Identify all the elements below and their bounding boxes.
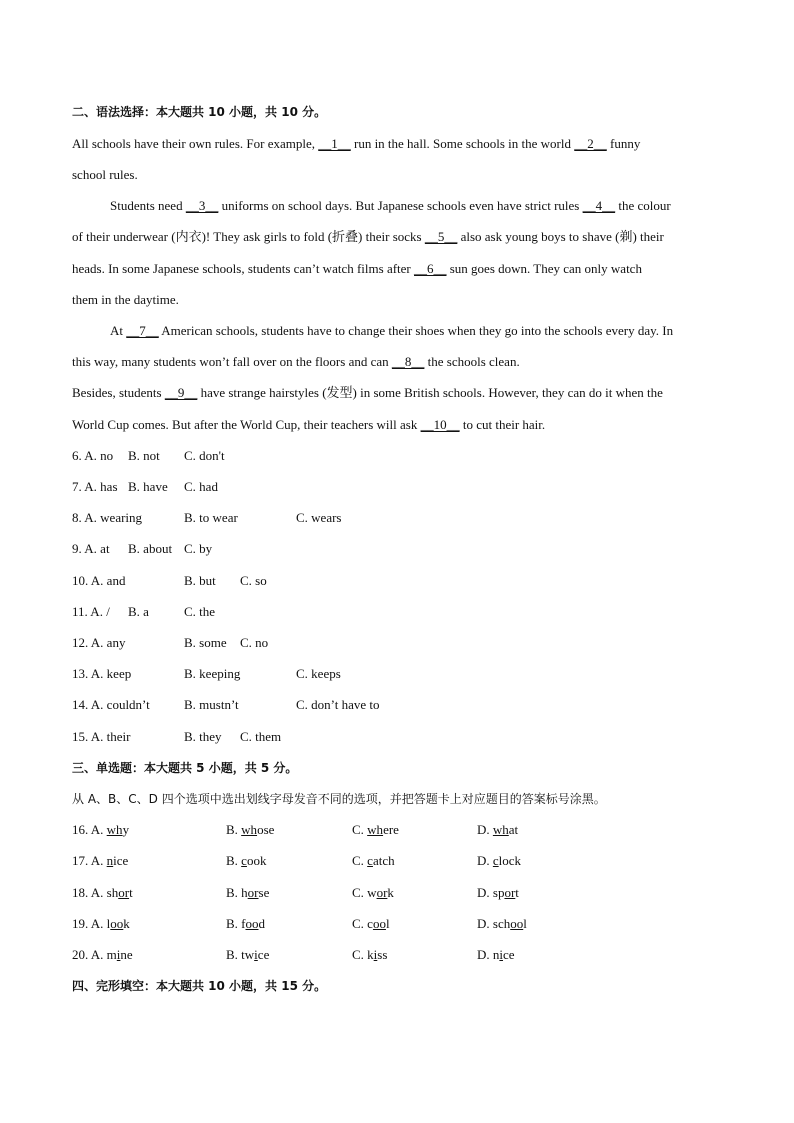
option-8-c: C. wears [296,510,342,525]
option-14-c: C. don’t have to [296,697,380,712]
underlined-letters: or [118,885,130,900]
underlined-letters: n [106,853,114,868]
underlined-letters: c [241,853,247,868]
underlined-letters: oo [245,916,259,931]
phonics-20-c: C. kiss [352,947,388,962]
passage-line: At __7__ American schools, students have to change their shoes when they go into the schools every day. In [110,323,674,338]
underlined-letters: wh [367,822,384,837]
blank-2: __2__ [574,136,607,151]
option-15-b: B. they [184,729,222,744]
option-9-c: C. by [184,541,213,556]
option-11-c: C. the [184,604,216,619]
blank-6: __6__ [414,261,447,276]
option-9-b: B. about [128,541,173,556]
underlined-letters: oo [110,916,124,931]
underlined-letters: i [373,947,378,962]
option-11-a: 11. A. / [72,604,110,619]
passage-line: World Cup comes. But after the World Cup, their teachers will ask __10__ to cut their hair. [72,417,546,432]
option-11-b: B. a [128,604,149,619]
passage-line: them in the daytime. [72,292,179,307]
underlined-letters: wh [492,822,509,837]
passage-line: Students need __3__ uniforms on school days. But Japanese schools even have strict rules __4__ the colour [110,198,671,213]
phonics-16-c: C. where [352,822,399,837]
phonics-16-b: B. whose [226,822,275,837]
option-13-b: B. keeping [184,666,241,681]
passage-line: this way, many students won’t fall over on the floors and can __8__ the schools clean. [72,354,520,369]
phonics-17-a: 17. A. nice [72,853,129,868]
phonics-20-a: 20. A. mine [72,947,133,962]
passage-line: Besides, students __9__ have strange hairstyles (发型) in some British schools. However, they can do it when the [72,385,663,400]
phonics-19-b: B. food [226,916,265,931]
underlined-letters: i [254,947,258,962]
underlined-letters: oo [510,916,524,931]
phonics-18-b: B. horse [226,885,270,900]
underlined-letters: or [504,885,516,900]
phonics-19-a: 19. A. look [72,916,130,931]
option-10-a: 10. A. and [72,573,126,588]
option-7-a: 7. A. has [72,479,118,494]
underlined-letters: wh [106,822,123,837]
blank-3: __3__ [185,198,219,213]
option-13-a: 13. A. keep [72,666,132,681]
passage-line: of their underwear (内衣)! They ask girls to fold (折叠) their socks __5__ also ask young boys to shave (剃) their [72,229,664,244]
option-13-c: C. keeps [296,666,341,681]
underlined-letters: i [116,947,121,962]
underlined-letters: i [499,947,504,962]
blank-1: __1__ [318,136,351,151]
section-3-heading: 三、单选题：本大题共 5 小题，共 5 分。 [72,761,298,775]
phonics-20-b: B. twice [226,947,270,962]
option-15-a: 15. A. their [72,729,131,744]
option-10-b: B. but [184,573,216,588]
underlined-letters: or [247,885,259,900]
option-12-b: B. some [184,635,227,650]
option-7-b: B. have [128,479,168,494]
option-12-a: 12. A. any [72,635,126,650]
phonics-18-c: C. work [352,885,394,900]
phonics-19-c: C. cool [352,916,390,931]
option-10-c: C. so [240,573,267,588]
blank-4: __4__ [582,198,616,213]
phonics-18-d: D. sport [477,885,519,900]
option-6-a: 6. A. no [72,448,114,463]
option-6-c: C. don't [184,448,225,463]
underlined-letters: oo [372,916,386,931]
phonics-17-c: C. catch [352,853,395,868]
option-14-a: 14. A. couldn’t [72,697,150,712]
option-6-b: B. not [128,448,160,463]
passage-line: All schools have their own rules. For example, __1__ run in the hall. Some schools in the world __2__ funny [72,136,641,151]
section-2-heading: 二、语法选择：本大题共 10 小题，共 10 分。 [72,105,327,119]
passage-line: heads. In some Japanese schools, students can’t watch films after __6__ sun goes down. They can only watch [72,261,642,276]
option-9-a: 9. A. at [72,541,110,556]
option-12-c: C. no [240,635,269,650]
option-15-c: C. them [240,729,282,744]
phonics-19-d: D. school [477,916,527,931]
blank-9: __9__ [164,385,198,400]
phonics-17-b: B. cook [226,853,267,868]
option-8-b: B. to wear [184,510,238,525]
section-3-instruction: 从 A、B、C、D 四个选项中选出划线字母发音不同的选项，并把答题卡上对应题目的答案标号涂黑。 [72,792,606,806]
underlined-letters: c [492,853,499,868]
blank-5: __5__ [424,229,458,244]
phonics-16-a: 16. A. why [72,822,130,837]
option-7-c: C. had [184,479,218,494]
phonics-18-a: 18. A. short [72,885,133,900]
blank-10: __10__ [420,417,460,432]
passage-line: school rules. [72,167,138,182]
option-8-a: 8. A. wearing [72,510,143,525]
section-4-heading: 四、完形填空：本大题共 10 小题，共 15 分。 [72,979,327,993]
phonics-17-d: D. clock [477,853,522,868]
underlined-letters: c [367,853,373,868]
option-14-b: B. mustn’t [184,697,239,712]
blank-8: __8__ [391,354,425,369]
phonics-16-d: D. what [477,822,519,837]
underlined-letters: wh [241,822,258,837]
phonics-20-d: D. nice [477,947,515,962]
underlined-letters: or [376,885,388,900]
blank-7: __7__ [126,323,159,338]
